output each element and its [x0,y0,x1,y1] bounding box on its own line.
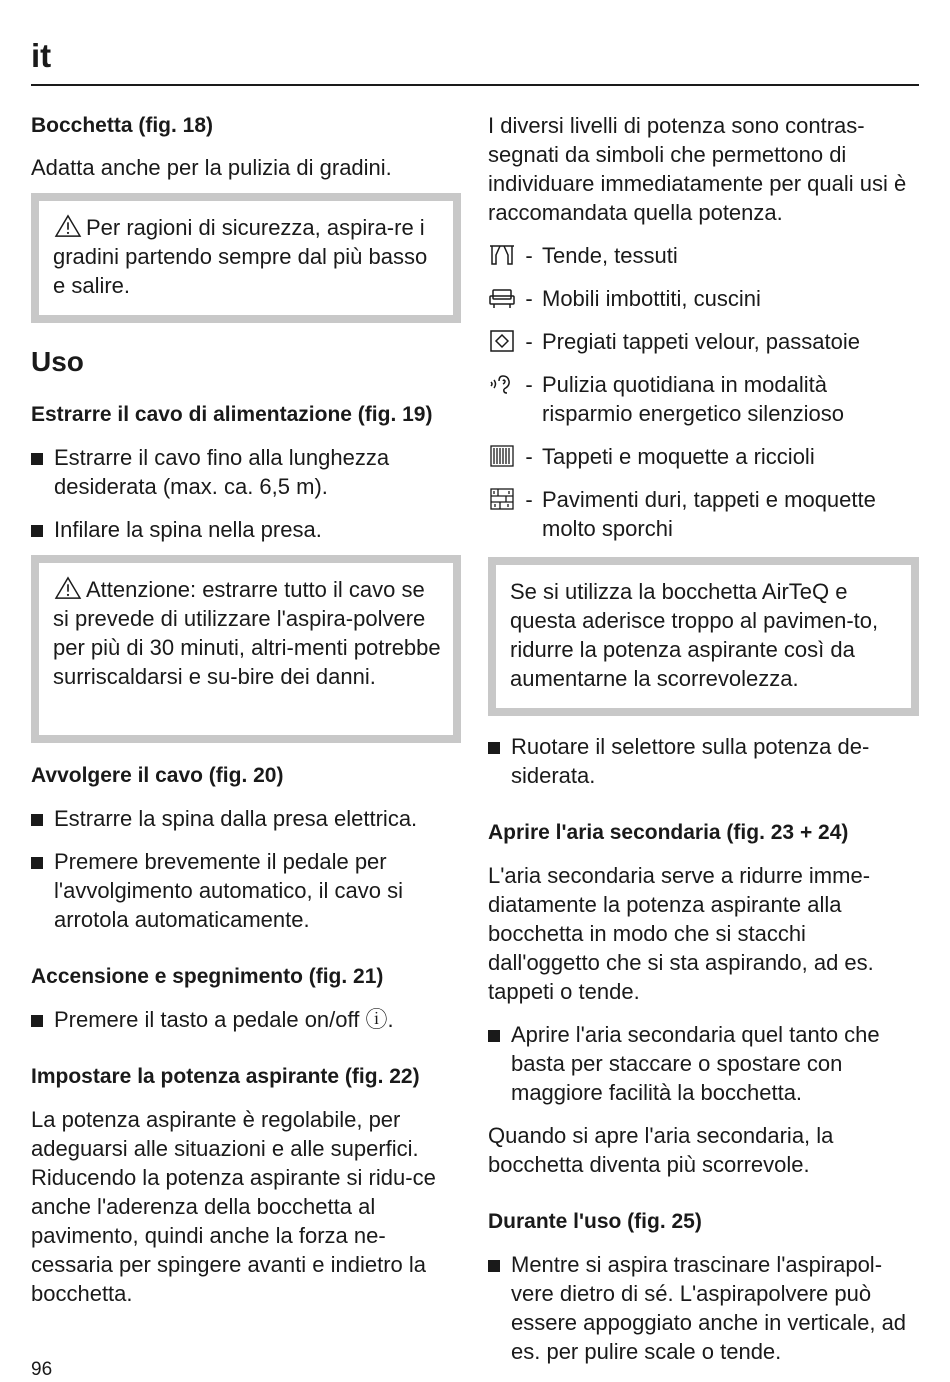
section-title-uso: Uso [31,346,84,377]
curtain-icon [488,243,516,267]
bullet-estrarre-1: Estrarre il cavo fino alla lunghezza desiderata (max. ca. 6,5 m). [31,443,461,501]
bullet-durante: Mentre si aspira trascinare l'aspirapol-vere dietro di sé. L'aspirapolvere può essere appoggiato anche in verticale, ad es. per pulire scale o tende. [488,1250,919,1366]
aria-text-2: Quando si apre l'aria secondaria, la bocchetta diventa più scorrevole. [488,1123,834,1177]
bullet-aria: Aprire l'aria secondaria quel tanto che basta per staccare o spostare con maggiore facilità la bocchetta. [488,1020,919,1107]
bullet-avvolgere-2: Premere brevemente il pedale per l'avvolgimento automatico, il cavo si arrotola automaticamente. [31,847,461,934]
warning-box-cable [31,555,461,743]
symbol-row-hard-floor [488,485,919,543]
warning-triangle-icon [53,214,83,238]
hard-floor-icon [488,487,516,511]
silent-mode-icon [488,372,516,396]
symbol-dash: - [525,329,533,354]
page-number: 96 [31,1359,53,1380]
velour-rug-icon [488,329,516,353]
symbol-dash: - [525,243,533,268]
bullet-avvolgere-1: Estrarre la spina dalla presa elettrica. [31,804,461,833]
warning-text-stairs: Per ragioni di sicurezza, aspira-re i gradini partendo sempre dal più basso e salire. [53,215,428,298]
symbol-label-loop-carpet: Tappeti e moquette a riccioli [542,444,815,469]
symbol-row-upholstery [488,284,919,313]
left-column [31,111,461,1308]
potenza-text: La potenza aspirante è regolabile, per adeguarsi alle situazioni e alle superfici. Riducendo la potenza aspirante si ridu-ce anche l'aderenza della bocchetta al pavimento, quindi anche la forza ne-cessaria per spingere avanti e indietro la bocchetta. [31,1107,436,1306]
section-title-durante: Durante l'uso (fig. 25) [488,1210,702,1233]
symbol-dash: - [525,372,533,397]
power-levels-intro: I diversi livelli di potenza sono contras-segnati da simboli che permettono di individuare immediatamente per quali usi è raccomandata quella potenza. [488,113,907,225]
section-title-potenza: Impostare la potenza aspirante (fig. 22) [31,1065,420,1088]
airteq-note-box [488,557,919,716]
symbol-label-upholstery: Mobili imbottiti, cuscini [542,286,761,311]
warning-triangle-icon [53,576,83,600]
symbol-dash: - [525,444,533,469]
airteq-note-text: Se si utilizza la bocchetta AirTeQ e questa aderisce troppo al pavimen-to, ridurre la potenza aspirante così da aumentarne la scorrevolezza. [510,579,879,691]
section-title-accensione: Accensione e spegnimento (fig. 21) [31,965,384,988]
warning-box-stairs [31,193,461,323]
upholstery-icon [488,286,516,310]
bullet-ruotare: Ruotare il selettore sulla potenza de-siderata. [488,732,919,790]
symbol-row-loop-carpet [488,442,919,471]
symbol-label-hard-floor: Pavimenti duri, tappeti e moquette molto sporchi [542,487,876,541]
symbol-row-velour [488,327,919,356]
loop-carpet-icon [488,444,516,468]
aria-text: L'aria secondaria serve a ridurre imme-diatamente la potenza aspirante alla bocchetta in modo che si stacchi dall'oggetto che si sta aspirando, ad es. tappeti o tende. [488,863,874,1004]
warning-text-cable: Attenzione: estrarre tutto il cavo se si prevede di utilizzare l'aspira-polvere per più di 30 minuti, altri-menti potrebbe surriscaldarsi e su-bire dei danni. [53,577,441,689]
language-label: it [31,37,52,74]
section-title-bocchetta: Bocchetta (fig. 18) [31,114,214,137]
bullet-accensione-1: Premere il tasto a pedale on/off ⓘ. [31,1005,461,1034]
symbol-row-silent [488,370,919,428]
header-divider [31,84,919,86]
bocchetta-text: Adatta anche per la pulizia di gradini. [31,155,392,180]
symbol-row-curtains [488,241,919,270]
section-title-aria: Aprire l'aria secondaria (fig. 23 + 24) [488,821,849,844]
symbol-dash: - [525,487,533,512]
symbol-label-velour: Pregiati tappeti velour, passatoie [542,329,860,354]
symbol-label-silent: Pulizia quotidiana in modalità risparmio energetico silenzioso [542,372,845,426]
section-title-avvolgere: Avvolgere il cavo (fig. 20) [31,764,284,787]
bullet-estrarre-2: Infilare la spina nella presa. [31,515,461,544]
right-column [488,111,919,1366]
symbol-label-curtains: Tende, tessuti [542,243,678,268]
symbol-dash: - [525,286,533,311]
section-title-estrarre: Estrarre il cavo di alimentazione (fig. 19) [31,403,433,426]
power-symbol-list [488,241,919,543]
